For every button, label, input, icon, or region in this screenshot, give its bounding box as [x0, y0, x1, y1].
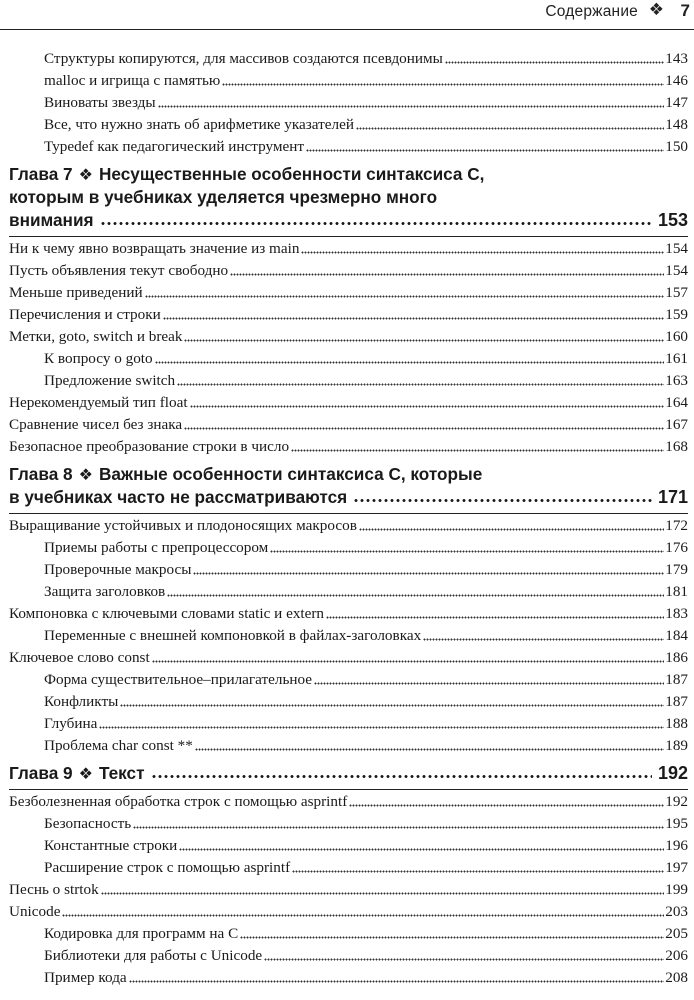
dot-leader — [120, 703, 664, 707]
dot-leader — [326, 615, 664, 619]
chapter-heading[interactable] — [0, 762, 688, 785]
toc-entry[interactable] — [0, 92, 688, 114]
toc-entry-page: 157 — [665, 284, 688, 301]
toc-entry[interactable] — [0, 515, 688, 537]
toc-entry-title: К вопросу о goto — [44, 350, 153, 367]
toc-entry[interactable] — [0, 923, 688, 945]
toc-entry-page: 186 — [665, 649, 688, 666]
toc-entry-page: 187 — [665, 671, 688, 688]
toc-entry-title: Ни к чему явно возвращать значение из main — [9, 240, 300, 257]
toc-entry-page: 167 — [665, 416, 688, 433]
toc-entry-title: Перечисления и строки — [9, 306, 161, 323]
dot-leader — [356, 126, 664, 130]
chapter-label: Глава 7 — [9, 164, 73, 184]
dot-leader — [163, 316, 665, 320]
toc-entry-page: 195 — [665, 815, 688, 832]
toc-entry-page: 205 — [665, 925, 688, 942]
chapter-page: 153 — [657, 210, 688, 230]
ornament-icon: ❖ — [78, 764, 93, 783]
dot-leader — [152, 659, 665, 663]
toc-entry[interactable] — [0, 691, 688, 713]
toc-entry-title: Безопасность — [44, 815, 132, 832]
toc-entry-title: Приемы работы с препроцессором — [44, 539, 269, 556]
dot-leader — [314, 681, 664, 685]
toc-entry-title: Безболезненная обработка строк с помощью asprintf — [9, 793, 348, 810]
toc-entry[interactable] — [0, 436, 688, 458]
toc-entry[interactable] — [0, 835, 688, 857]
chapter-rule — [9, 513, 688, 514]
chapter-title-line: которым в учебниках уделяется чрезмерно много — [9, 187, 438, 207]
dot-leader — [151, 774, 652, 779]
toc-entry[interactable] — [0, 370, 688, 392]
dot-leader — [145, 294, 665, 298]
toc-entry-page: 160 — [665, 328, 688, 345]
toc-entry-page: 168 — [665, 438, 688, 455]
toc-entry[interactable] — [0, 857, 688, 879]
toc-entry[interactable] — [0, 647, 688, 669]
toc-entry-page: 203 — [665, 903, 688, 920]
toc-entry-title: Глубина — [44, 715, 98, 732]
toc-entry-page: 188 — [665, 715, 688, 732]
toc-entry-title: Структуры копируются, для массивов создаются псевдонимы — [44, 50, 443, 67]
toc-entry-title: Ключевое слово const — [9, 649, 150, 666]
toc-entry-page: 164 — [665, 394, 688, 411]
toc-entry-title: Нерекомендуемый тип float — [9, 394, 188, 411]
toc-entry-page: 189 — [665, 737, 688, 754]
chapter-title-line: Несущественные особенности синтаксиса C, — [98, 164, 485, 184]
toc-entry[interactable] — [0, 260, 688, 282]
dot-leader — [270, 549, 664, 553]
toc-entry[interactable] — [0, 945, 688, 967]
toc-entry-title: Unicode — [9, 903, 61, 920]
toc-entry-page: 161 — [665, 350, 688, 367]
dot-leader — [101, 891, 665, 895]
toc-entry-page: 181 — [665, 583, 688, 600]
ornament-icon: ❖ — [78, 165, 93, 184]
chapter-page: 192 — [657, 763, 688, 783]
header-ornament-icon: ❖ — [648, 0, 664, 20]
toc-entry-title: Выращивание устойчивых и плодоносящих макросов — [9, 517, 357, 534]
toc-entry-title: Сравнение чисел без знака — [9, 416, 183, 433]
chapter-title-line: внимания — [9, 210, 94, 230]
toc-entry-title: Проверочные макросы — [44, 561, 192, 578]
dot-leader — [230, 272, 664, 276]
toc-entry-title: Пример кода — [44, 969, 127, 986]
toc-entry-page: 184 — [665, 627, 688, 644]
toc-entry[interactable] — [0, 136, 688, 158]
toc-entry-page: 172 — [665, 517, 688, 534]
dot-leader — [167, 593, 664, 597]
toc-entry[interactable] — [0, 70, 688, 92]
toc-entry-title: Константные строки — [44, 837, 178, 854]
toc-entry-title: Кодировка для программ на C — [44, 925, 239, 942]
toc-entry-title: Песнь о strtok — [9, 881, 99, 898]
toc-entry-title: Все, что нужно знать об арифметике указателей — [44, 116, 354, 133]
dot-leader — [155, 360, 665, 364]
dot-leader — [100, 221, 652, 226]
running-header — [0, 0, 694, 30]
toc-entry-title: Компоновка с ключевыми словами static и extern — [9, 605, 325, 622]
toc-entry[interactable] — [0, 414, 688, 436]
toc-entry[interactable] — [0, 537, 688, 559]
toc-entry-page: 154 — [665, 240, 688, 257]
toc-entry-title: Форма существительное–прилагательное — [44, 671, 313, 688]
dot-leader — [177, 382, 664, 386]
dot-leader — [99, 725, 664, 729]
toc-entry-title: Меньше приведений — [9, 284, 143, 301]
toc-entry[interactable] — [0, 901, 688, 923]
toc-entry-title: Библиотеки для работы с Unicode — [44, 947, 263, 964]
toc-entry-title: malloc и игрища с памятью — [44, 72, 221, 89]
dot-leader — [264, 957, 664, 961]
chapter-rule — [9, 236, 688, 237]
chapter-heading[interactable] — [0, 163, 688, 232]
toc-entry-page: 143 — [665, 50, 688, 67]
toc-entry-page: 163 — [665, 372, 688, 389]
toc-entry-title: Пусть объявления текут свободно — [9, 262, 229, 279]
toc-entry-page: 150 — [665, 138, 688, 155]
toc-entry-page: 208 — [665, 969, 688, 986]
toc-entry-page: 154 — [665, 262, 688, 279]
toc-entry-title: Typedef как педагогический инструмент — [44, 138, 304, 155]
toc-entry-page: 146 — [665, 72, 688, 89]
dot-leader — [291, 448, 664, 452]
toc-entry[interactable] — [0, 282, 688, 304]
dot-leader — [62, 913, 664, 917]
dot-leader — [193, 571, 664, 575]
toc-entry-page: 176 — [665, 539, 688, 556]
header-page-number: 7 — [680, 1, 690, 20]
chapter-page: 171 — [657, 487, 688, 507]
toc-entry-title: Переменные с внешней компоновкой в файлах-заголовках — [44, 627, 422, 644]
dot-leader — [292, 869, 664, 873]
toc-entry[interactable] — [0, 603, 688, 625]
dot-leader — [184, 426, 664, 430]
toc-entry-title: Метки, goto, switch и break — [9, 328, 183, 345]
dot-leader — [190, 404, 665, 408]
toc-entry-title: Безопасное преобразование строки в число — [9, 438, 290, 455]
ornament-icon: ❖ — [78, 465, 93, 484]
toc-entry[interactable] — [0, 392, 688, 414]
toc-entry[interactable] — [0, 879, 688, 901]
toc-entry-title: Защита заголовков — [44, 583, 166, 600]
toc-entry-page: 199 — [665, 881, 688, 898]
dot-leader — [184, 338, 664, 342]
toc-entry-title: Предложение switch — [44, 372, 176, 389]
chapter-title-line: Важные особенности синтаксиса C, которые — [98, 464, 483, 484]
toc-entry-page: 192 — [665, 793, 688, 810]
toc-entry-page: 179 — [665, 561, 688, 578]
toc-entry-page: 187 — [665, 693, 688, 710]
toc-entry[interactable] — [0, 48, 688, 70]
header-section-title: Содержание — [545, 3, 638, 20]
chapter-label: Глава 9 — [9, 763, 73, 783]
toc-entry-page: 147 — [665, 94, 688, 111]
toc-entry[interactable] — [0, 559, 688, 581]
dot-leader — [158, 104, 665, 108]
chapter-title-line: Текст — [98, 763, 145, 783]
toc-entry-title: Проблема char const ** — [44, 737, 193, 754]
toc-entry[interactable] — [0, 735, 688, 757]
toc-entry-title: Конфликты — [44, 693, 119, 710]
dot-leader — [359, 527, 664, 531]
toc-entry-page: 159 — [665, 306, 688, 323]
chapter-label: Глава 8 — [9, 464, 73, 484]
dot-leader — [306, 148, 664, 152]
toc-entry[interactable] — [0, 669, 688, 691]
toc-entry-page: 196 — [665, 837, 688, 854]
dot-leader — [240, 935, 664, 939]
table-of-contents — [0, 48, 688, 989]
toc-entry[interactable] — [0, 114, 688, 136]
dot-leader — [423, 637, 664, 641]
chapter-rule — [9, 789, 688, 790]
dot-leader — [179, 847, 664, 851]
toc-entry[interactable] — [0, 326, 688, 348]
dot-leader — [353, 498, 652, 503]
toc-entry[interactable] — [0, 348, 688, 370]
toc-entry[interactable] — [0, 813, 688, 835]
dot-leader — [129, 979, 665, 983]
dot-leader — [195, 747, 664, 751]
chapter-title-line: в учебниках часто не рассматриваются — [9, 487, 348, 507]
toc-entry[interactable] — [0, 304, 688, 326]
toc-entry[interactable] — [0, 791, 688, 813]
dot-leader — [222, 82, 664, 86]
toc-entry-page: 197 — [665, 859, 688, 876]
toc-entry-title: Расширение строк с помощью asprintf — [44, 859, 291, 876]
toc-entry[interactable] — [0, 625, 688, 647]
dot-leader — [349, 803, 664, 807]
toc-entry-title: Виноваты звезды — [44, 94, 156, 111]
toc-entry[interactable] — [0, 967, 688, 989]
toc-entry-page: 206 — [665, 947, 688, 964]
toc-entry[interactable] — [0, 713, 688, 735]
toc-entry-page: 148 — [665, 116, 688, 133]
dot-leader — [301, 250, 664, 254]
toc-entry[interactable] — [0, 581, 688, 603]
dot-leader — [445, 60, 664, 64]
toc-entry[interactable] — [0, 238, 688, 260]
dot-leader — [133, 825, 664, 829]
toc-entry-page: 183 — [665, 605, 688, 622]
chapter-heading[interactable] — [0, 463, 688, 509]
